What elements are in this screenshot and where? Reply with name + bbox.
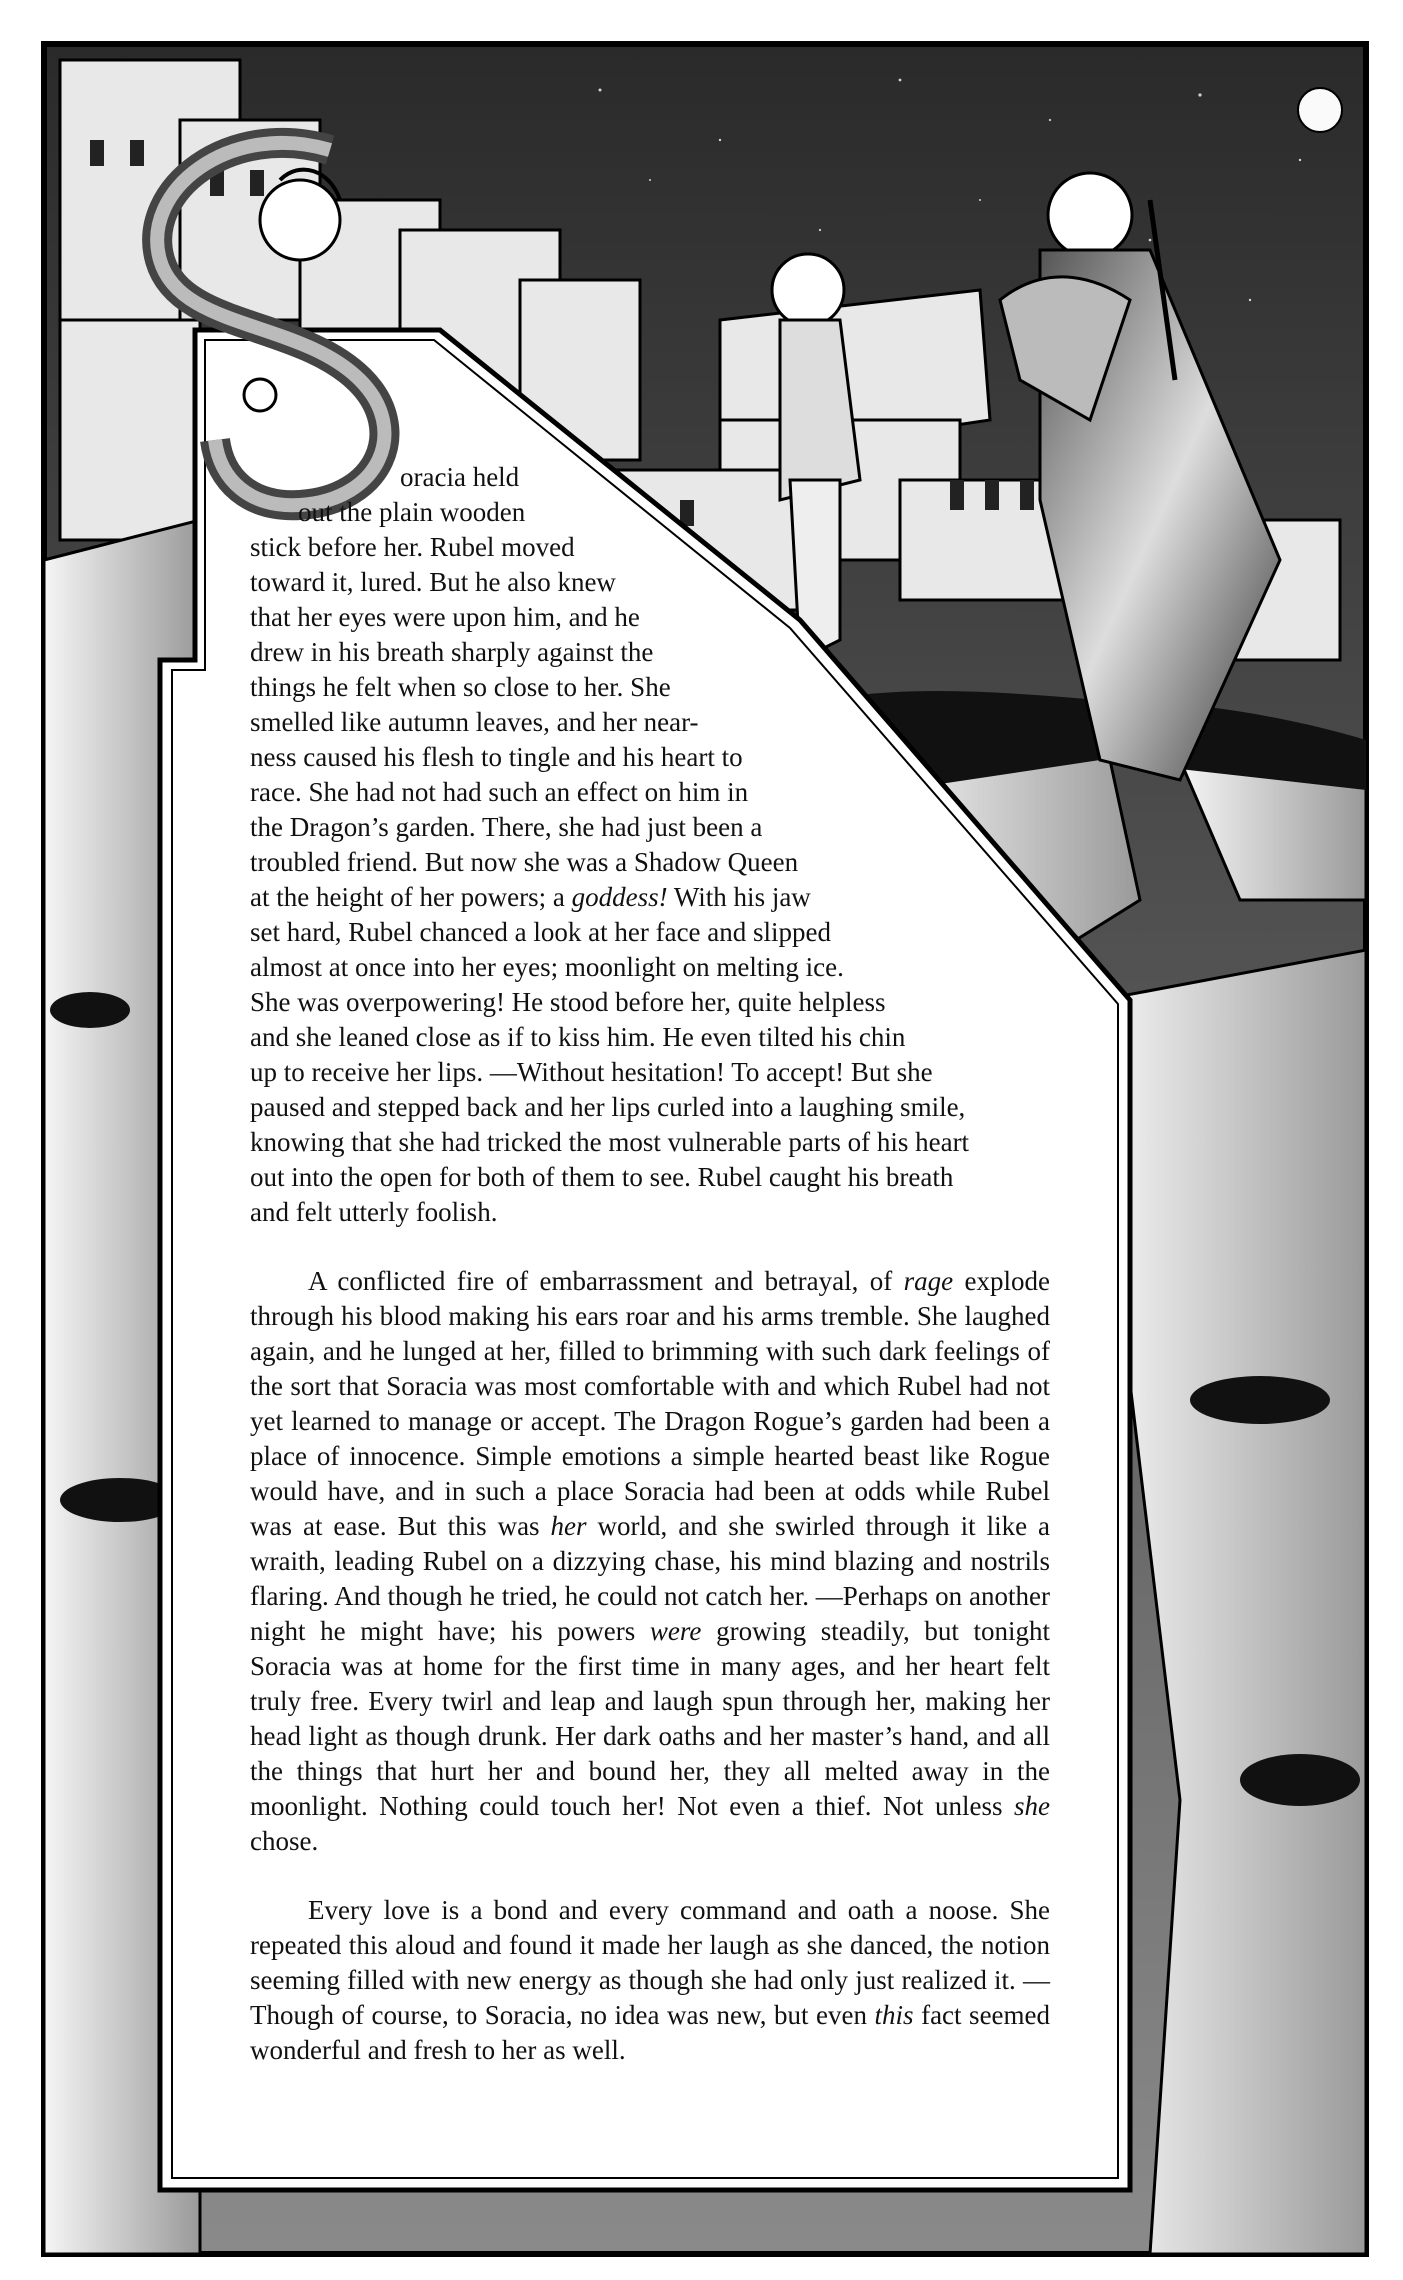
p2-text: world, and she swirled through it like a wraith, leading Rubel on a dizzying chase, his mind blazing and nostrils flaring. And though he tried, he could not catch her. —Perhaps on another night he might have; his powers xyxy=(250,1511,1051,1646)
p1-line: out the plain wooden xyxy=(298,497,526,527)
p1-line: the Dragon’s garden. There, she had just been a xyxy=(250,812,763,842)
p1-line: up to receive her lips. —Without hesitation! To accept! But she xyxy=(250,1057,933,1087)
moon-icon xyxy=(1298,88,1342,132)
p2-emphasis: she xyxy=(1014,1791,1051,1821)
p1-line: set hard, Rubel chanced a look at her face and slipped xyxy=(250,917,832,947)
p3-text: fact seemed wonderful and fresh to her as well. xyxy=(250,2000,1051,2065)
p1-line: toward it, lured. But he also knew xyxy=(250,567,616,597)
p1-line: knowing that she had tricked the most vulnerable parts of his heart xyxy=(250,1127,970,1157)
p1-line: out into the open for both of them to see. Rubel caught his breath xyxy=(250,1162,954,1192)
p1-line: smelled like autumn leaves, and her near- xyxy=(250,707,699,737)
p1-line: paused and stepped back and her lips curled into a laughing smile, xyxy=(250,1092,966,1122)
p1-line: and felt utterly foolish. xyxy=(250,1197,498,1227)
paragraph-2 xyxy=(250,1264,1050,1859)
p1-line: With his jaw xyxy=(673,882,811,912)
p2-text: growing steadily, but tonight Soracia was at home for the first time in many ages, and her heart felt truly free. Every twirl and leap and laugh spun through her, making her head light as though drunk. Her dark oaths and her master’s hand, and all the things that hurt her and bound her, they all melted away in the moonlight. Nothing could touch her! Not even a thief. Not unless xyxy=(250,1616,1051,1821)
p2-emphasis: rage xyxy=(903,1266,954,1296)
p1-line: at the height of her powers; a xyxy=(250,882,565,912)
p2-text: chose. xyxy=(250,1826,319,1856)
p1-line: race. She had not had such an effect on him in xyxy=(250,777,749,807)
p1-line: ness caused his flesh to tingle and his heart to xyxy=(250,742,743,772)
p1-line: drew in his breath sharply against the xyxy=(250,637,654,667)
p1-emphasis: goddess! xyxy=(571,882,668,912)
paragraph-1 xyxy=(250,460,1050,1230)
p2-text: A conflicted fire of embarrassment and betrayal, of xyxy=(308,1266,893,1296)
p2-emphasis: her xyxy=(550,1511,587,1541)
p1-line: oracia held xyxy=(400,462,520,492)
p1-line: almost at once into her eyes; moonlight on melting ice. xyxy=(250,952,844,982)
p1-line: stick before her. Rubel moved xyxy=(250,532,575,562)
p2-text: explode through his blood making his ears roar and his arms tremble. She laughed again, and he lunged at her, filled to brimming with such dark feelings of the sort that Soracia was most comfortable with and which Rubel had not yet learned to manage or accept. The Dragon Rogue’s garden had been a place of innocence. Simple emotions a simple hearted beast like Rogue would have, and in such a place Soracia had been at odds while Rubel was at ease. But this was xyxy=(250,1266,1050,1541)
p3-text: Every love is a bond and every command and oath a noose. She repeated this aloud and found it made her laugh as she danced, the notion seeming filled with new energy as though she had only just realized it. —Though of course, to Soracia, no idea was new, but even xyxy=(250,1895,1050,2030)
p1-line: things he felt when so close to her. She xyxy=(250,672,671,702)
p1-line: that her eyes were upon him, and he xyxy=(250,602,640,632)
story-text xyxy=(250,460,1050,2102)
p3-emphasis: this xyxy=(874,2000,914,2030)
paragraph-3 xyxy=(250,1893,1050,2068)
p1-line: troubled friend. But now she was a Shadow Queen xyxy=(250,847,799,877)
p1-line: She was overpowering! He stood before her, quite helpless xyxy=(250,987,886,1017)
p2-emphasis: were xyxy=(649,1616,702,1646)
p1-line: and she leaned close as if to kiss him. He even tilted his chin xyxy=(250,1022,906,1052)
